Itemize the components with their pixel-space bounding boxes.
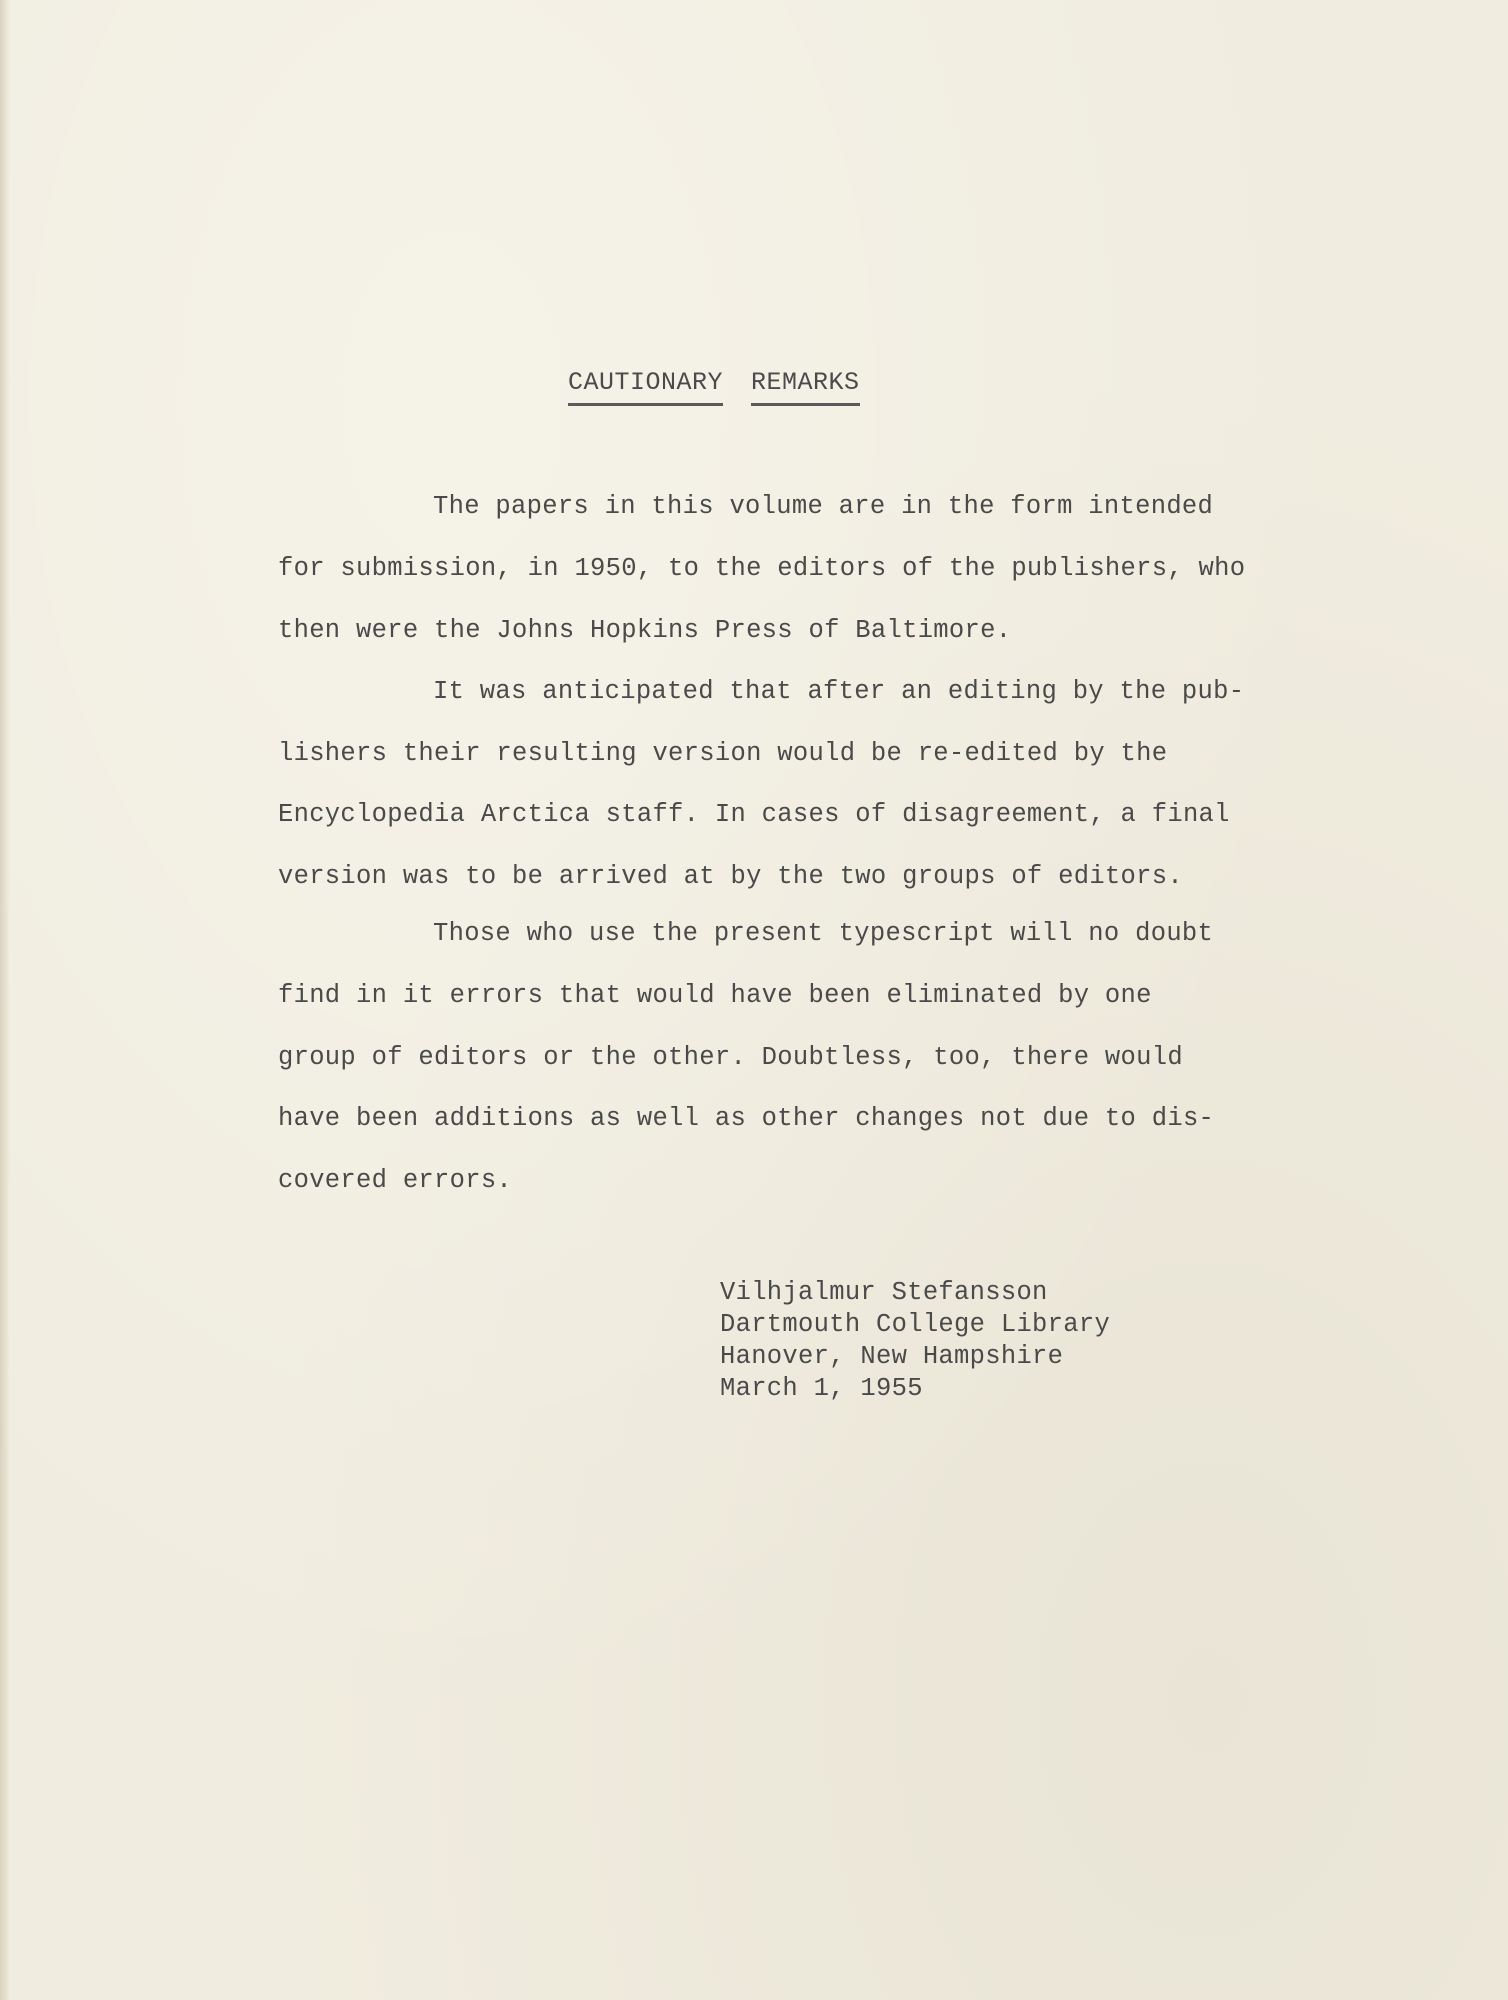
title-word-cautionary: CAUTIONARY (568, 368, 723, 406)
signature-date: March 1, 1955 (720, 1374, 923, 1403)
body-line-10: group of editors or the other. Doubtless, too, there would (278, 1043, 1183, 1072)
body-line-7: version was to be arrived at by the two groups of editors. (278, 862, 1183, 891)
body-line-1: The papers in this volume are in the form intended (433, 492, 1214, 521)
paper-edge (0, 0, 10, 2000)
signature-location: Hanover, New Hampshire (720, 1342, 1064, 1371)
body-line-9: find in it errors that would have been eliminated by one (278, 981, 1152, 1010)
title-word-remarks: REMARKS (751, 368, 860, 406)
body-line-12: covered errors. (278, 1166, 513, 1195)
document-title (568, 368, 860, 406)
body-line-6: Encyclopedia Arctica staff. In cases of disagreement, a final (278, 800, 1230, 829)
signature-name: Vilhjalmur Stefansson (720, 1278, 1048, 1307)
body-line-11: have been additions as well as other changes not due to dis- (278, 1104, 1215, 1133)
body-line-8: Those who use the present typescript will no doubt (433, 919, 1214, 948)
body-line-4: It was anticipated that after an editing by the pub- (433, 677, 1245, 706)
signature-institution: Dartmouth College Library (720, 1310, 1111, 1339)
body-line-2: for submission, in 1950, to the editors of the publishers, who (278, 554, 1246, 583)
body-line-5: lishers their resulting version would be re-edited by the (278, 739, 1168, 768)
body-line-3: then were the Johns Hopkins Press of Baltimore. (278, 616, 1012, 645)
